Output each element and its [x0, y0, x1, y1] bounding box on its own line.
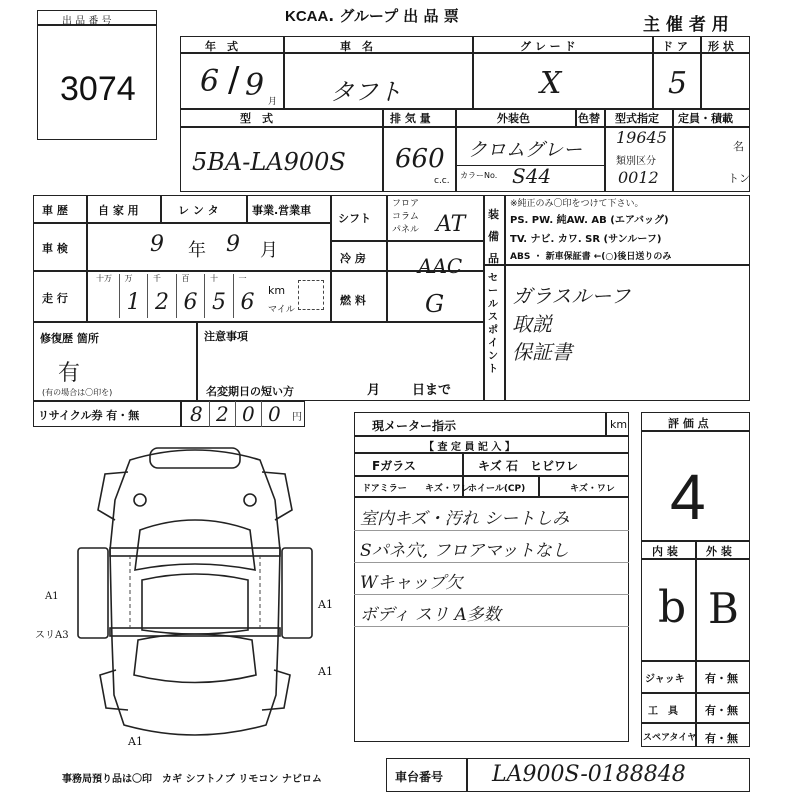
mark-a1-fl: A1 — [45, 591, 59, 602]
model-value: 5BA-LA900S — [192, 148, 346, 176]
mileage-unit: 万 — [124, 274, 133, 283]
chassis-number: LA900S-0188848 — [492, 762, 686, 787]
inspector-note: 室内キズ・汚れ シートしみ — [360, 509, 570, 529]
mileage-digit: 5 — [212, 290, 226, 315]
sales-line-3: 保証書 — [512, 340, 572, 364]
repair-value: 有 — [58, 361, 81, 386]
sales-points-label: セールスポイント — [488, 273, 498, 375]
mileage-digit: 6 — [183, 290, 198, 315]
year-value: 6 — [200, 64, 220, 99]
mileage-unit: 十 — [210, 274, 218, 283]
sales-line-1: ガラスルーフ — [512, 284, 631, 308]
interior-score: b — [658, 582, 687, 633]
recycle-digit: 0 — [242, 402, 255, 426]
organizer-label: 主 催 者 用 — [643, 15, 729, 35]
class-value: 0012 — [618, 168, 659, 187]
inspector-note: Wキャップ欠 — [360, 573, 463, 593]
car-name: タフト — [330, 78, 402, 106]
month-value: 9 — [245, 68, 265, 103]
header — [285, 5, 459, 26]
shift-value: AT — [436, 212, 466, 237]
lot-number: 3074 — [60, 70, 136, 108]
mark-suri-a3: スリA3 — [35, 630, 69, 641]
color-no-value: S44 — [512, 164, 552, 188]
ac-value: AAC — [418, 254, 463, 278]
recycle-digit: 2 — [216, 402, 229, 426]
mileage-digit: 6 — [240, 290, 255, 315]
rating-score: 4 — [670, 461, 706, 533]
office-items: 事務局預り品は〇印 カギ シフトノブ リモコン ナビロム — [62, 774, 322, 785]
mileage-digit: 1 — [126, 290, 141, 315]
shaken-year: 9 — [150, 232, 164, 257]
recycle-digit: 0 — [268, 402, 281, 426]
displacement-value: 660 — [395, 144, 445, 174]
mileage-unit: 一 — [238, 274, 247, 283]
mark-a1-fr: A1 — [318, 598, 333, 611]
mileage-unit: 十万 — [96, 274, 112, 283]
shaken-month: 9 — [226, 232, 240, 257]
color-value: クロムグレー — [468, 139, 583, 161]
lot-label: 出 品 番 号 — [62, 16, 112, 27]
equipment-label: 装備品 — [488, 208, 499, 265]
mark-a1-rear: A1 — [128, 735, 143, 748]
inspector-note: ボディ スリ A多数 — [360, 605, 501, 625]
exterior-score: B — [708, 584, 739, 633]
recycle-digit: 8 — [190, 402, 203, 426]
org-logo: KCAA — [285, 8, 329, 25]
fuel-value: G — [425, 290, 445, 318]
type-cert-value: 19645 — [616, 128, 667, 147]
form-title: . グループ 出 品 票 — [328, 7, 459, 25]
mileage-unit: 千 — [153, 274, 161, 283]
grade-value: X — [540, 66, 562, 101]
mark-a1-rr: A1 — [318, 665, 333, 678]
inspector-note: Sパネ穴, フロアマットなし — [360, 541, 569, 561]
car-damage-diagram — [30, 440, 330, 750]
door-value: 5 — [668, 66, 688, 101]
mileage-digit: 2 — [155, 290, 169, 315]
sales-line-2: 取説 — [512, 312, 552, 336]
mileage-unit: 百 — [181, 274, 190, 283]
